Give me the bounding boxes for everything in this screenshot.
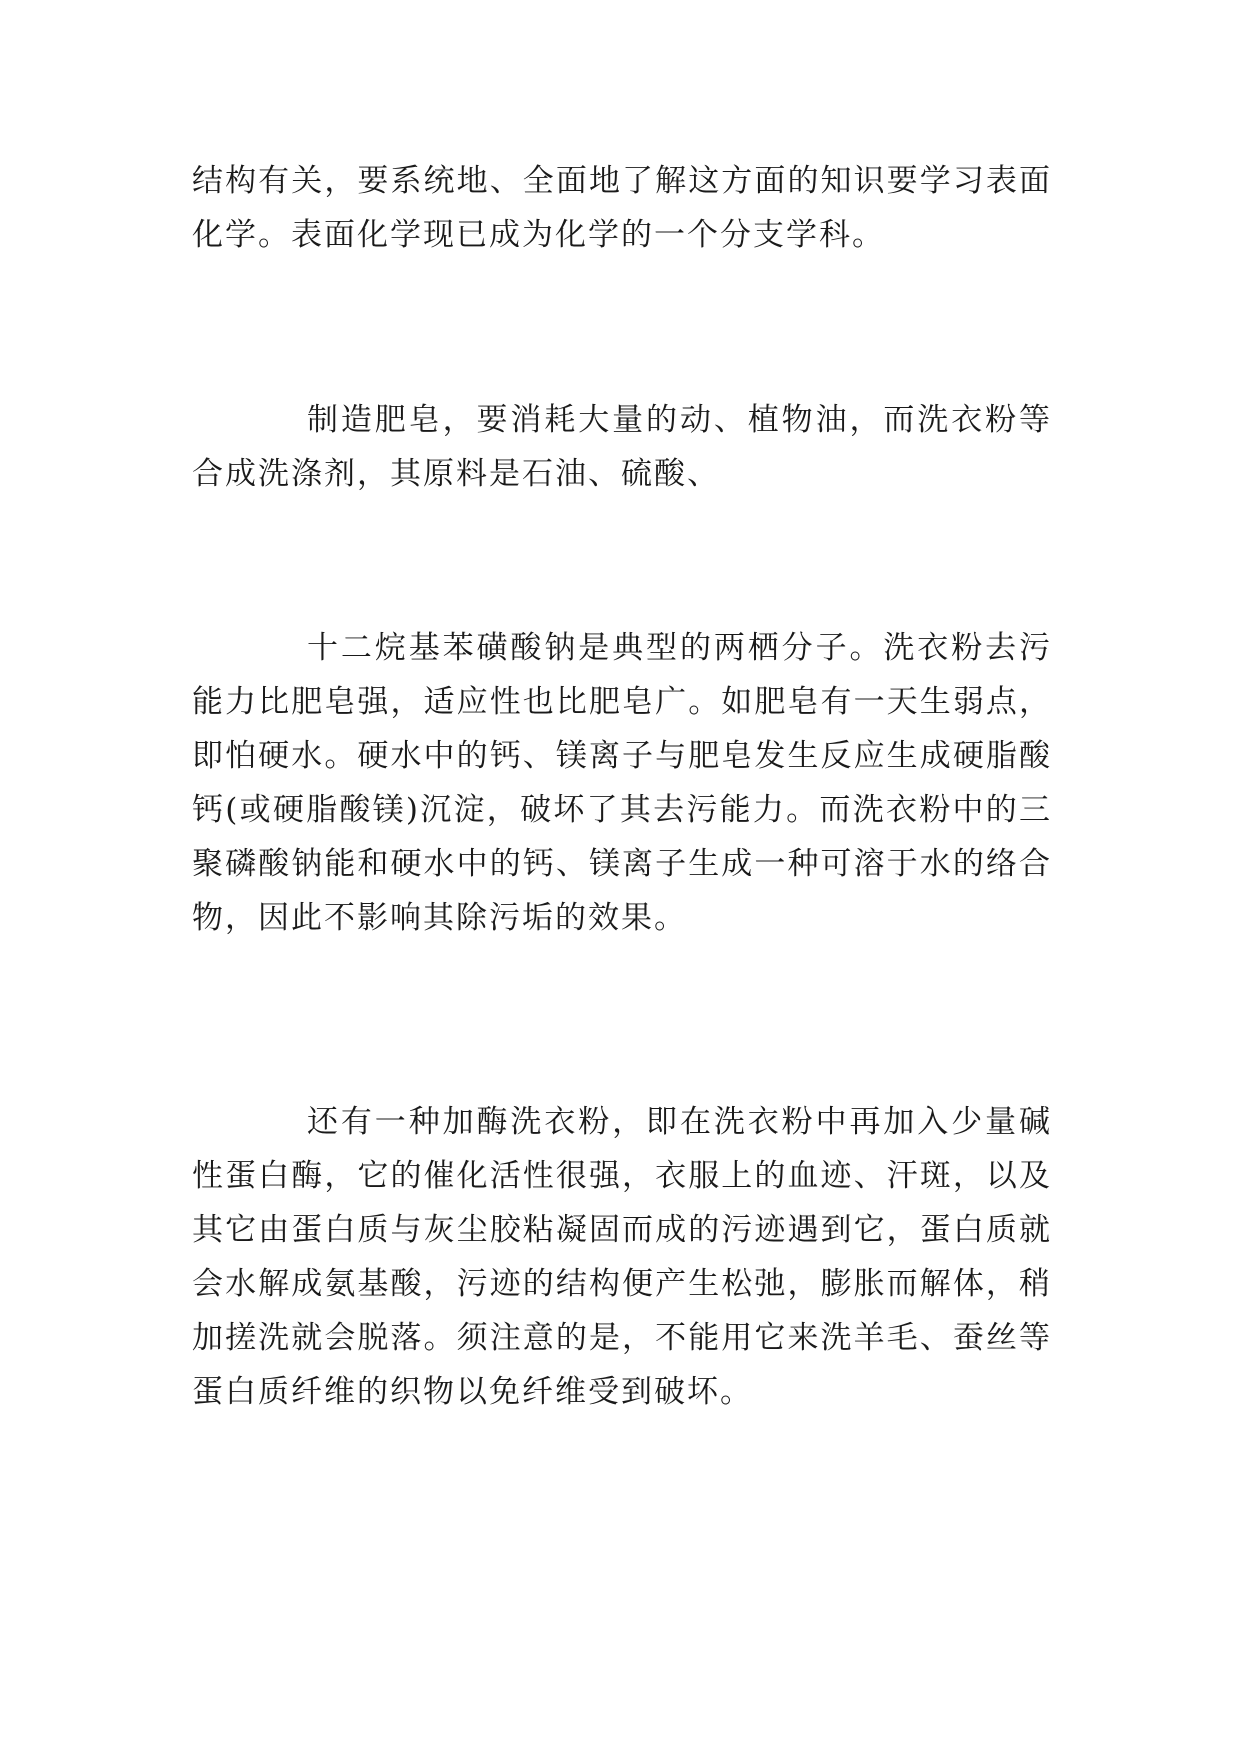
- paragraph-enzyme-detergent: 还有一种加酶洗衣粉，即在洗衣粉中再加入少量碱性蛋白酶，它的催化活性很强，衣服上的血迹、汗斑，以及其它由蛋白质与灰尘胶粘凝固而成的污迹遇到它，蛋白质就会水解成氨基酸，污迹的结构便产生松弛，膨胀而解体，稍加搓洗就会脱落。须注意的是，不能用它来洗羊毛、蚕丝等蛋白质纤维的织物以免纤维受到破坏。: [192, 1104, 1052, 1410]
- paragraph-continuation: 结构有关，要系统地、全面地了解这方面的知识要学习表面化学。表面化学现已成为化学的一个分支学科。: [192, 163, 1052, 253]
- paragraph-soap-production: 制造肥皂，要消耗大量的动、植物油，而洗衣粉等合成洗涤剂，其原料是石油、硫酸、: [192, 402, 1052, 492]
- paragraph-detergent-properties: 十二烷基苯磺酸钠是典型的两栖分子。洗衣粉去污能力比肥皂强，适应性也比肥皂广。如肥皂有一天生弱点，即怕硬水。硬水中的钙、镁离子与肥皂发生反应生成硬脂酸钙(或硬脂酸镁)沉淀，破坏了其去污能力。而洗衣粉中的三聚磷酸钠能和硬水中的钙、镁离子生成一种可溶于水的络合物，因此不影响其除污垢的效果。: [192, 630, 1052, 936]
